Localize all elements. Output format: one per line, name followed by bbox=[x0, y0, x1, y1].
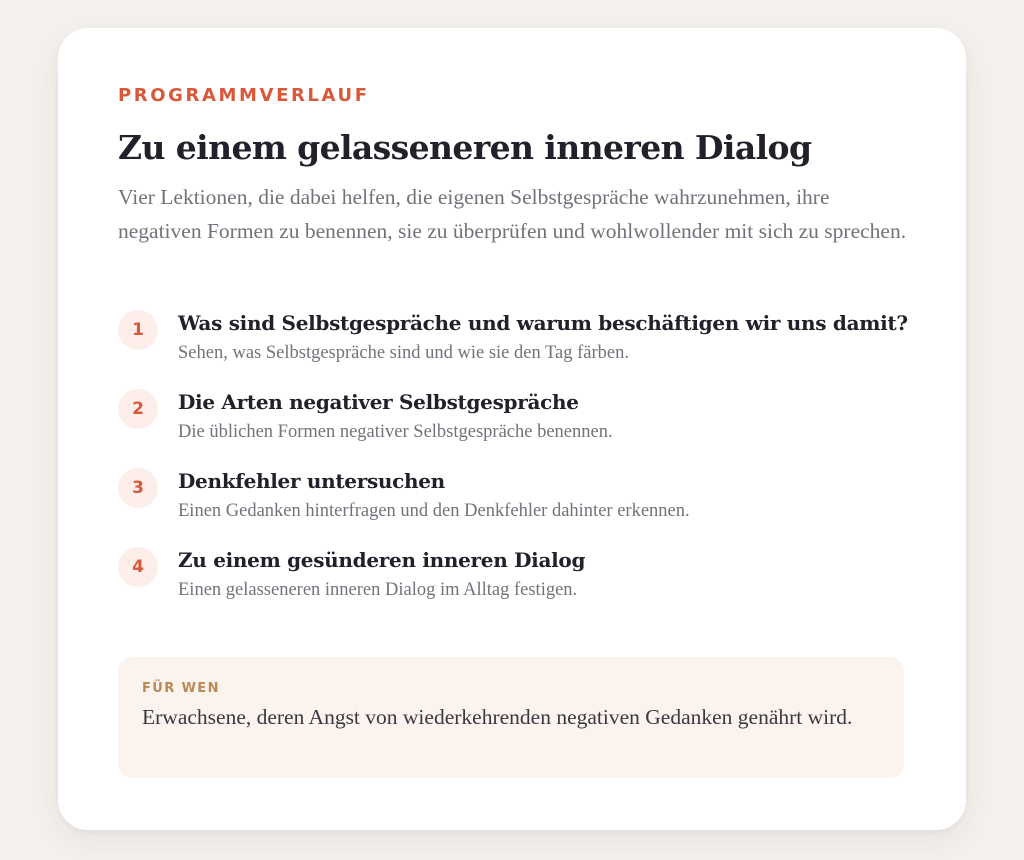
section-eyebrow: PROGRAMMVERLAUF bbox=[118, 85, 370, 106]
lesson-item-2 bbox=[118, 387, 908, 445]
lesson-title: Die Arten negativer Selbstgespräche bbox=[178, 390, 579, 414]
lesson-subtitle: Einen gelasseneren inneren Dialog im Alltag festigen. bbox=[178, 580, 578, 600]
lesson-number-badge: 3 bbox=[118, 468, 158, 508]
lesson-list bbox=[118, 308, 908, 603]
lesson-title: Denkfehler untersuchen bbox=[178, 469, 445, 493]
lesson-item-3 bbox=[118, 466, 908, 524]
lesson-subtitle: Die üblichen Formen negativer Selbstgespräche benennen. bbox=[178, 422, 613, 442]
lesson-number-badge: 1 bbox=[118, 310, 158, 350]
lesson-title: Was sind Selbstgespräche und warum beschäftigen wir uns damit? bbox=[178, 311, 908, 335]
lesson-subtitle: Einen Gedanken hinterfragen und den Denkfehler dahinter erkennen. bbox=[178, 501, 690, 521]
program-intro: Vier Lektionen, die dabei helfen, die eigenen Selbstgespräche wahrzunehmen, ihre negativen Formen zu benennen, sie zu überprüfen und wohlwollender mit sich zu sprechen. bbox=[118, 185, 907, 243]
program-overview-card bbox=[58, 28, 966, 830]
audience-label: FÜR WEN bbox=[142, 681, 220, 696]
lesson-title: Zu einem gesünderen inneren Dialog bbox=[178, 548, 586, 572]
program-title: Zu einem gelasseneren inneren Dialog bbox=[118, 128, 812, 167]
audience-text: Erwachsene, deren Angst von wiederkehrenden negativen Gedanken genährt wird. bbox=[142, 705, 853, 729]
lesson-item-4 bbox=[118, 545, 908, 603]
target-audience-box bbox=[118, 657, 904, 778]
lesson-item-1 bbox=[118, 308, 908, 366]
lesson-subtitle: Sehen, was Selbstgespräche sind und wie sie den Tag färben. bbox=[178, 343, 629, 363]
lesson-number-badge: 2 bbox=[118, 389, 158, 429]
lesson-number-badge: 4 bbox=[118, 547, 158, 587]
